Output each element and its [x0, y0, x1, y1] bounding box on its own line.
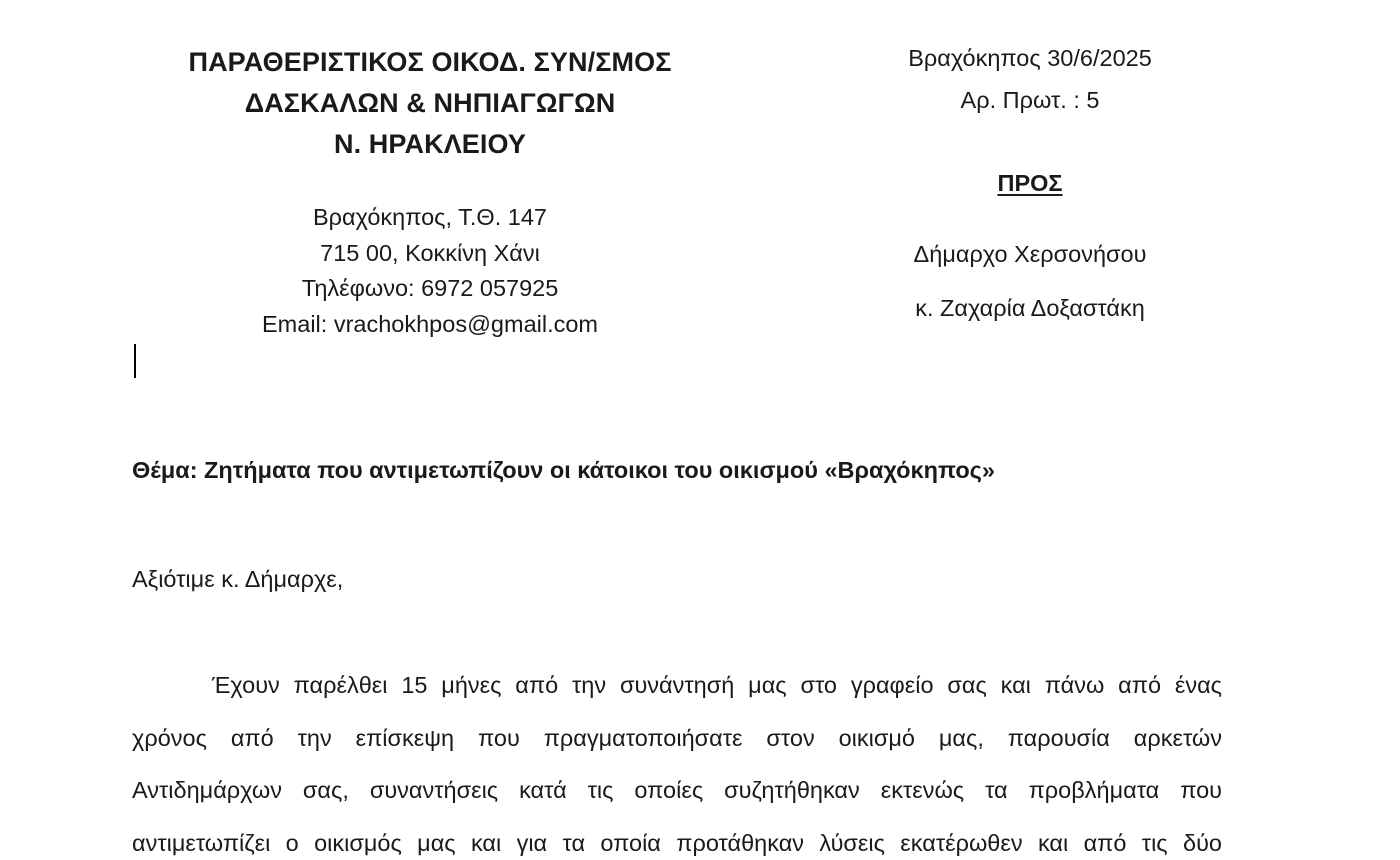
- email-line: Email: vrachokhpos@gmail.com: [262, 310, 598, 337]
- body-line: Έχουν παρέλθει 15 μήνες από την συνάντησή μας στο γραφείο σας και πάνω από ένας: [212, 672, 1222, 698]
- recipient-name: κ. Ζαχαρία Δοξαστάκη: [915, 295, 1145, 321]
- subject-line: Θέμα: Ζητήματα που αντιμετωπίζουν οι κάτοικοι του οικισμού «Βραχόκηπος»: [132, 457, 995, 483]
- document-date: Βραχόκηπος 30/6/2025: [908, 45, 1152, 71]
- address-line: Βραχόκηπος, Τ.Θ. 147: [313, 204, 547, 230]
- sender-organization: [150, 42, 710, 165]
- text-cursor[interactable]: [134, 344, 136, 378]
- organization-name-line: Ν. ΗΡΑΚΛΕΙΟΥ: [334, 129, 526, 159]
- organization-name-line: ΔΑΣΚΑΛΩΝ & ΝΗΠΙΑΓΩΓΩΝ: [244, 88, 616, 118]
- protocol-number: Αρ. Πρωτ. : 5: [960, 87, 1100, 113]
- body-line: αντιμετωπίζει ο οικισμός μας και για τα οποία προτάθηκαν λύσεις εκατέρωθεν και από τις δύο: [132, 829, 1222, 856]
- body-paragraph: [132, 667, 1222, 860]
- to-label: ΠΡΟΣ: [997, 170, 1063, 196]
- body-line: Αντιδημάρχων σας, συναντήσεις κατά τις οποίες συζητήθηκαν εκτενώς τα προβλήματα που: [132, 777, 1222, 803]
- recipient-title: Δήμαρχο Χερσονήσου: [913, 241, 1147, 267]
- body-line: χρόνος από την επίσκεψη που πραγματοποιήσατε στον οικισμό μας, παρουσία αρκετών: [132, 724, 1222, 751]
- sender-address: [150, 200, 710, 342]
- salutation: Αξιότιμε κ. Δήμαρχε,: [132, 566, 344, 592]
- phone-line: Τηλέφωνο: 6972 057925: [301, 275, 559, 301]
- organization-name-line: ΠΑΡΑΘΕΡΙΣΤΙΚΟΣ ΟΙΚΟΔ. ΣΥΝ/ΣΜΟΣ: [188, 47, 672, 77]
- address-line: 715 00, Κοκκίνη Χάνι: [320, 239, 540, 266]
